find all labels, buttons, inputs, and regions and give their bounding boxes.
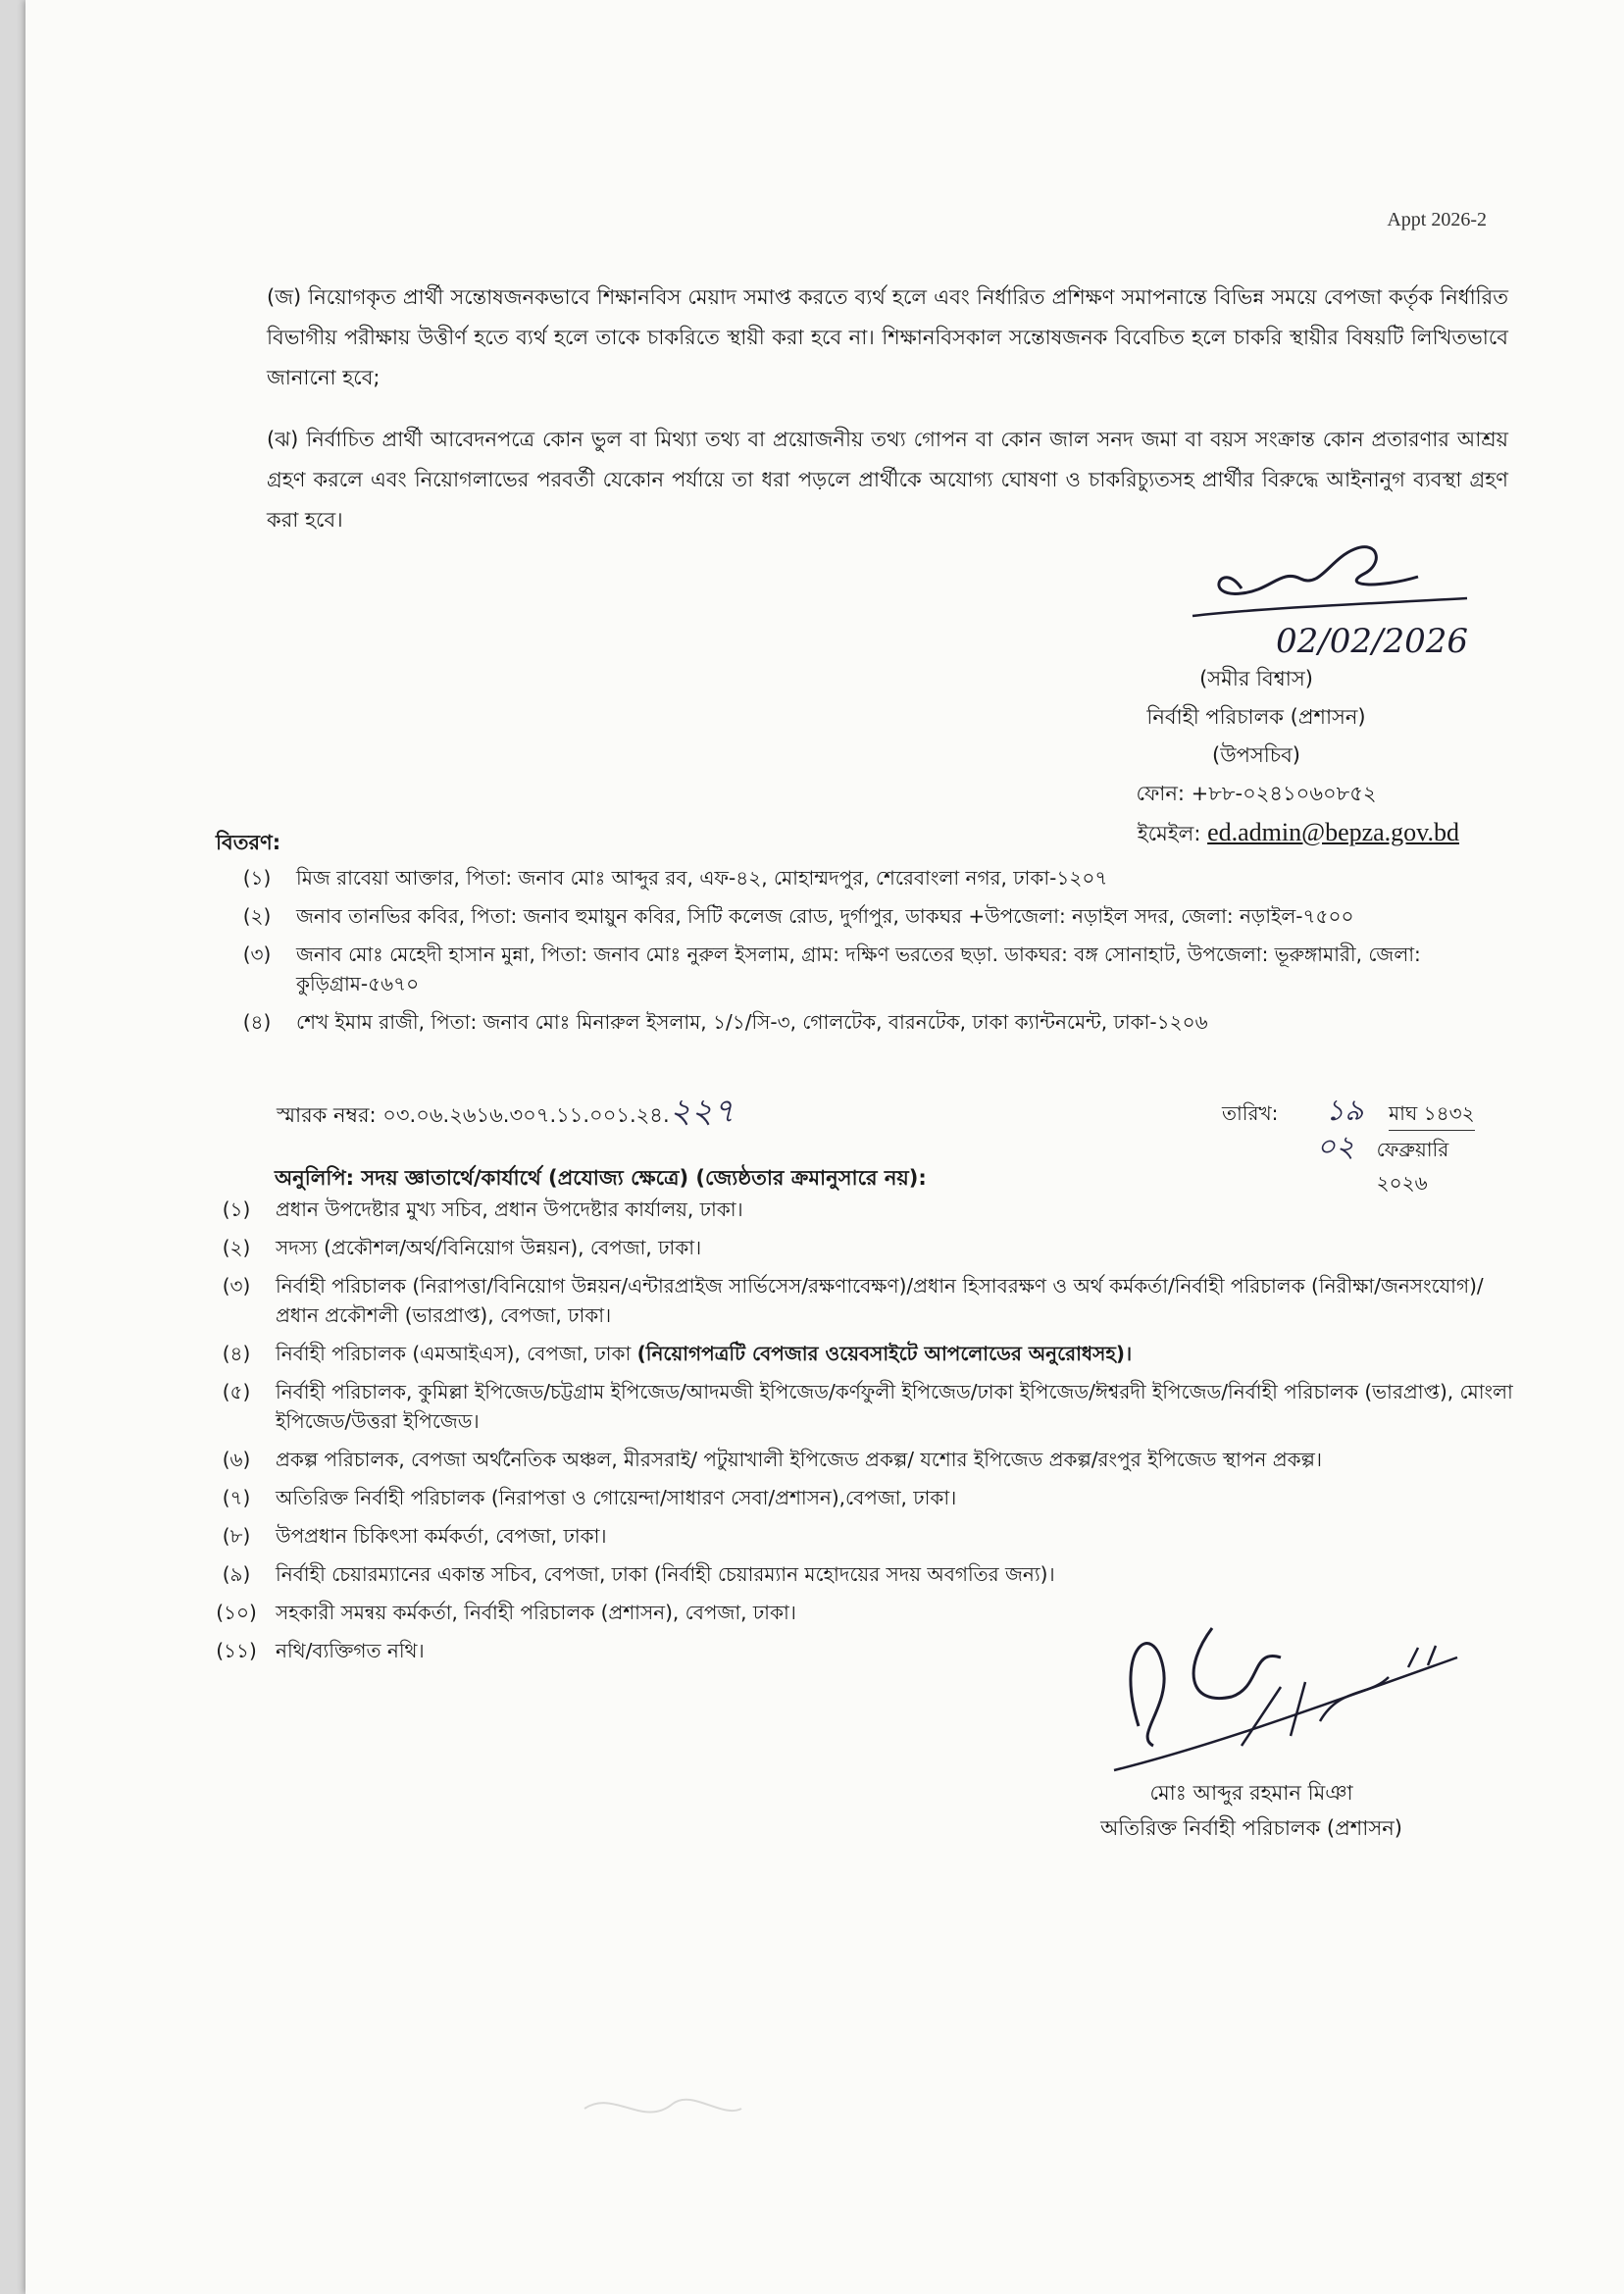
list-item-number: (৪) <box>222 1342 251 1365</box>
list-item-number: (৭) <box>222 1486 251 1509</box>
list-item-text: অতিরিক্ত নির্বাহী পরিচালক (নিরাপত্তা ও গোয়েন্দা/সাধারণ সেবা/প্রশাসন),বেপজা, ঢাকা। <box>276 1486 957 1509</box>
list-item-number: (১) <box>222 1198 251 1221</box>
list-item <box>197 1377 1516 1436</box>
email-link[interactable]: ed.admin@bepza.gov.bd <box>1207 818 1459 846</box>
list-item-number: (৩) <box>222 1274 251 1298</box>
signatory-2-designation: অতিরিক্ত নির্বাহী পরিচালক (প্রশাসন) <box>1100 1816 1402 1840</box>
signature-1-image <box>1183 520 1477 677</box>
signatory-2-block <box>1045 1775 1457 1846</box>
distribution-list <box>218 863 1514 1045</box>
date-block <box>1222 1095 1497 1199</box>
list-item-text: মিজ রাবেয়া আক্তার, পিতা: জনাব মোঃ আব্দুর রব, এফ-৪২, মোহাম্মদপুর, শেরেবাংলা নগর, ঢাকা-১২০৭ <box>296 866 1108 890</box>
signature-1-date: 02/02/2026 <box>1276 622 1468 661</box>
date-label: তারিখ: <box>1222 1101 1279 1125</box>
bold-request-note: (নিয়োগপত্রটি বেপজার ওয়েবসাইটে আপলোডের অনুরোধসহ)। <box>636 1342 1133 1365</box>
email-label: ইমেইল: <box>1137 822 1201 845</box>
memo-number <box>277 1086 735 1142</box>
clause-jh: (ঝ) নির্বাচিত প্রার্থী আবেদনপত্রে কোন ভুল বা মিথ্যা তথ্য বা প্রয়োজনীয় তথ্য গোপন বা কোন জাল সনদ জমা বা বয়স সংক্রান্ত কোন প্রতারণার আশ্রয় গ্রহণ করলে এবং নিয়োগলাভের পরবর্তী যেকোন পর্যায়ে তা ধরা পড়লে প্রার্থীকে অযোগ্য ঘোষণা ও চাকরিচ্যুতসহ প্রার্থীর বিরুদ্ধে আইনানুগ ব্যবস্থা গ্রহণ করা হবে। <box>267 428 1508 532</box>
list-item-number: (৮) <box>222 1524 251 1548</box>
clause-j: (জ) নিয়োগকৃত প্রার্থী সন্তোষজনকভাবে শিক্ষানবিস মেয়াদ সমাপ্ত করতে ব্যর্থ হলে এবং নির্ধারিত প্রশিক্ষণ সমাপনান্তে বিভিন্ন সময়ে বেপজা কর্তৃক নির্ধারিত বিভাগীয় পরীক্ষায় উত্তীর্ণ হতে ব্যর্থ হলে তাকে চাকরিতে স্থায়ী করা হবে না। শিক্ষানবিসকাল সন্তোষজনক বিবেচিত হলে চাকরি স্থায়ীর বিষয়টি লিখিতভাবে জানানো হবে; <box>267 285 1508 389</box>
date-english-month: ফেব্রুয়ারি ২০২৬ <box>1376 1138 1449 1195</box>
list-item-text: নির্বাহী চেয়ারম্যানের একান্ত সচিব, বেপজা, ঢাকা (নির্বাহী চেয়ারম্যান মহোদয়ের সদয় অবগতির জন্য)। <box>276 1562 1055 1586</box>
signatory-1-email-line <box>1045 813 1467 853</box>
list-item <box>197 1559 1516 1589</box>
date-row-bangla <box>1222 1095 1497 1131</box>
faint-bleed-through-mark <box>575 2079 751 2138</box>
list-item <box>218 863 1514 892</box>
list-item-number: (৬) <box>222 1448 251 1471</box>
list-item <box>218 1007 1514 1037</box>
copies-title: অনুলিপি: সদয় জ্ঞাতার্থে/কার্যার্থে (প্রযোজ্য ক্ষেত্রে) (জ্যেষ্ঠতার ক্রমানুসারে নয়): <box>275 1166 927 1190</box>
list-item <box>197 1483 1516 1512</box>
date-bangla-month: মাঘ ১৪৩২ <box>1389 1096 1475 1131</box>
signatory-1-rank: (উপসচিব) <box>1212 743 1300 767</box>
distribution-title: বিতরণ: <box>216 831 281 854</box>
list-item-text: নির্বাহী পরিচালক (নিরাপত্তা/বিনিয়োগ উন্নয়ন/এন্টারপ্রাইজ সার্ভিসেস/রক্ষণাবেক্ষণ)/প্রধান হিসাবরক্ষণ ও অর্থ কর্মকর্তা/নির্বাহী পরিচালক (নিরীক্ষা/জনসংযোগ)/প্রধান প্রকৌশলী (ভারপ্রাপ্ত), বেপজা, ঢাকা। <box>276 1274 1484 1327</box>
list-item-number: (২) <box>242 904 272 928</box>
list-item-number: (৩) <box>242 943 272 966</box>
list-item-number: (৯) <box>222 1562 251 1586</box>
date-bangla-day: ১৯ <box>1325 1094 1364 1128</box>
list-item-number: (৪) <box>242 1010 272 1034</box>
list-item-text: জনাব তানভির কবির, পিতা: জনাব হুমায়ুন কবির, সিটি কলেজ রোড, দুর্গাপুর, ডাকঘর +উপজেলা: নড়াইল সদর, জেলা: নড়াইল-৭৫০০ <box>296 904 1354 928</box>
list-item-number: (২) <box>222 1236 251 1259</box>
list-item-text: সদস্য (প্রকৌশল/অর্থ/বিনিয়োগ উন্নয়ন), বেপজা, ঢাকা। <box>276 1236 702 1259</box>
list-item-text: শেখ ইমাম রাজী, পিতা: জনাব মোঃ মিনারুল ইসলাম, ১/১/সি-৩, গোলটেক, বারনটেক, ঢাকা ক্যান্টনমেন্ট, ঢাকা-১২০৬ <box>296 1010 1208 1034</box>
list-item <box>197 1195 1516 1224</box>
signatory-1-name: (সমীর বিশ্বাস) <box>1199 667 1313 690</box>
list-item-text: নথি/ব্যক্তিগত নথি। <box>276 1639 425 1662</box>
date-row-english <box>1222 1131 1497 1199</box>
reference-code: Appt 2026-2 <box>1387 209 1487 230</box>
list-item-text: উপপ্রধান চিকিৎসা কর্মকর্তা, বেপজা, ঢাকা। <box>276 1524 607 1548</box>
list-item-number: (১১) <box>216 1639 257 1662</box>
signatory-1-block <box>1045 660 1467 853</box>
list-item <box>197 1445 1516 1474</box>
list-item-number: (১০) <box>216 1601 257 1624</box>
signatory-2-name: মোঃ আব্দুর রহমান মিঞা <box>1149 1781 1353 1805</box>
list-item <box>218 901 1514 931</box>
memo-handwritten-number: ২২৭ <box>669 1092 735 1131</box>
list-item-text: নির্বাহী পরিচালক (এমআইএস), বেপজা, ঢাকা (নিয়োগপত্রটি বেপজার ওয়েবসাইটে আপলোডের অনুরোধসহ)। <box>276 1342 1133 1365</box>
list-item-text: নির্বাহী পরিচালক, কুমিল্লা ইপিজেড/চট্টগ্রাম ইপিজেড/আদমজী ইপিজেড/কর্ণফুলী ইপিজেড/ঢাকা ইপিজেড/ঈশ্বরদী ইপিজেড/নির্বাহী পরিচালক (ভারপ্রাপ্ত), মোংলা ইপিজেড/উত্তরা ইপিজেড। <box>276 1380 1513 1433</box>
list-item-text: জনাব মোঃ মেহেদী হাসান মুন্না, পিতা: জনাব মোঃ নুরুল ইসলাম, গ্রাম: দক্ষিণ ভরতের ছড়া. ডাকঘর: বঙ্গ সোনাহাট, উপজেলা: ভূরুঙ্গামারী, জেলা: কুড়িগ্রাম-৫৬৭০ <box>296 943 1421 995</box>
date-english-day: ০২ <box>1316 1130 1355 1164</box>
list-item-text: প্রধান উপদেষ্টার মুখ্য সচিব, প্রধান উপদেষ্টার কার্যালয়, ঢাকা। <box>276 1198 743 1221</box>
list-item-text: সহকারী সমন্বয় কর্মকর্তা, নির্বাহী পরিচালক (প্রশাসন), বেপজা, ঢাকা। <box>276 1601 796 1624</box>
list-item-number: (৫) <box>222 1380 251 1403</box>
signatory-1-designation: নির্বাহী পরিচালক (প্রশাসন) <box>1146 705 1366 729</box>
list-item <box>197 1339 1516 1368</box>
memo-label: স্মারক নম্বর: ০৩.০৬.২৬১৬.৩০৭.১১.০০১.২৪. <box>277 1103 670 1127</box>
signatory-1-phone: ফোন: +৮৮-০২৪১০৬০৮৫২ <box>1136 782 1377 805</box>
list-item <box>218 940 1514 998</box>
list-item-number: (১) <box>242 866 272 890</box>
document-page <box>25 0 1624 2294</box>
list-item-text: প্রকল্প পরিচালক, বেপজা অর্থনৈতিক অঞ্চল, মীরসরাই/ পটুয়াখালী ইপিজেড প্রকল্প/ যশোর ইপিজেড প্রকল্প/রংপুর ইপিজেড স্থাপন প্রকল্প। <box>276 1448 1323 1471</box>
list-item <box>197 1233 1516 1262</box>
list-item <box>197 1521 1516 1551</box>
list-item <box>197 1271 1516 1330</box>
signature-2-image <box>1094 1589 1477 1785</box>
